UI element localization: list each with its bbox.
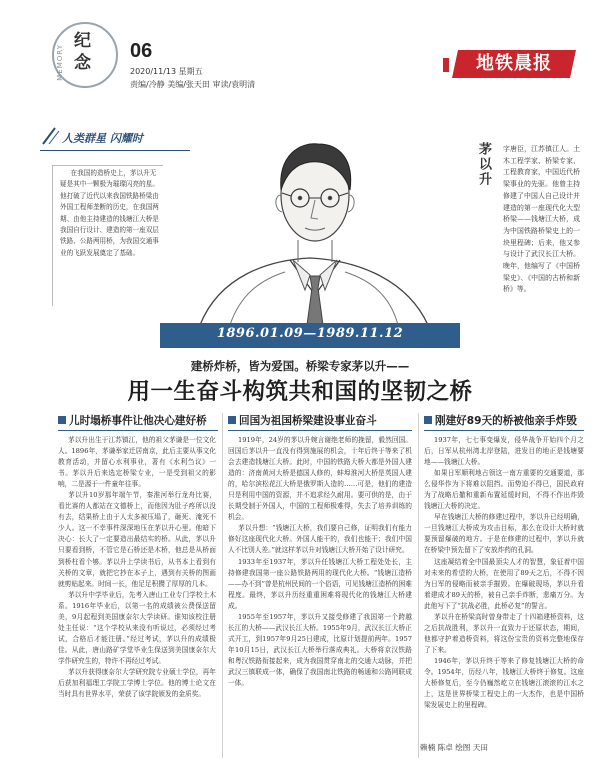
article-headline: 用一生奋斗构筑共和国的坚韧之桥 <box>127 379 473 405</box>
column-divider <box>418 413 419 758</box>
column-divider <box>222 413 223 758</box>
column-tag-text: 人类群星 闪耀时 <box>62 132 143 145</box>
paragraph: 早在钱塘江大桥的修建过程中，茅以升已经明确，一旦钱塘江大桥成为攻击目标，那么在设计大桥时就要预留爆破的地方。于是在修建的过程中，茅以升就在桥梁中预先留下了安放炸药的孔洞。 <box>424 513 584 555</box>
section-rule-1 <box>58 430 218 431</box>
brand-text: 地铁晨报 <box>476 53 552 74</box>
paragraph: 茅以升在桥梁高时曾身带走了十四箱建桥资料，这之后抗战胜利，茅以升一直致力于还原状态，期间，他都守护着造桥资料，将这份宝贵的资料完整地保存了下来。 <box>424 612 584 654</box>
life-dates: 1896.01.09—1989.11.12 <box>216 326 404 341</box>
paragraph: 1937年，七七事变爆发，侵华战争开始四个月之后，日军从杭州湾北岸登陆，进发目的地正是钱塘要地——钱塘江大桥。 <box>424 436 584 467</box>
date-line: 2020/11/13 星期五 <box>130 67 203 76</box>
section-body-2 <box>228 435 412 689</box>
brand-logo <box>452 50 576 78</box>
section-heading-3-text: 刚建好89天的桥被他亲手炸毁 <box>435 415 577 427</box>
paragraph: 如果日军顺利地占领这一南方重要的交通要道，那么侵华作为下将难以阻挡。而势迫不得已，国民政府为了战略后撤和重新布置延缓时间，不得不作出炸毁钱塘江大桥的决定。 <box>424 469 584 511</box>
slash-icon <box>40 126 60 146</box>
section-heading-1 <box>58 413 207 428</box>
square-icon <box>58 416 66 424</box>
section-heading-1-text: 儿时塌桥事件让他决心建好桥 <box>69 415 207 427</box>
section-name-char-1: 纪 <box>74 31 91 51</box>
portrait-name: 茅以升 <box>476 142 491 187</box>
section-body-3 <box>424 435 584 711</box>
brand-mark <box>443 58 449 72</box>
section-name-char-2: 念 <box>74 53 91 73</box>
editors-line: 责编/冷静 美编/张天田 审读/袁明清 <box>130 80 256 89</box>
section-name-en: MEMORY <box>56 44 64 81</box>
paragraph: 1946年，茅以升终于等来了修复钱塘江大桥的命令。1954年，历经八年，钱塘江大桥终于修复。这座大桥修复后，至今仍巍然屹立在钱塘江滚滚的江水之上，这是世界桥梁工程史上的一大杰作，也是中国桥梁发展史上的里程碑。 <box>424 656 584 710</box>
paragraph: 这座凝结着全中国最顶尖人才的智慧，象征着中国对未来的希望的大桥，在使用了89天之后，不得不因为日军的侵略而被亲手摧毁。在爆破现场，茅以升看着建成才89天的桥，被自己亲手炸断，悲痛万分。为此他写下了“抗战必胜，此桥必复”的誓言。 <box>424 557 584 610</box>
paragraph: 茅以升中学毕业后，先考入唐山工业专门学校土木系。1916年毕业后，以第一名的成绩被公费保送留美，9月起程到美国康奈尔大学读研。谁知该校注册处主任说：“这个学校从来没有听说过，必须经过考试，合格后才能注册。”经过考试，茅以升的成绩极佳。从此，唐山路矿学堂毕业生保送到美国康奈尔大学作研究生的，特许不再经过考试。 <box>58 590 216 665</box>
paragraph: 茅以升出生于江苏镇江，他的祖父茅谦是一位文化人。1896年，茅谦举家迁居南京，此后主要从事文化教育活动，并留心水利事业，著有《水利刍议》一书。茅以升后来选定桥梁专业，一是受到祖父的影响，二是源于一件童年往事。 <box>58 436 216 489</box>
square-icon <box>424 416 432 424</box>
section-logo <box>52 22 114 90</box>
portrait-illustration <box>160 100 470 325</box>
section-rule-3 <box>424 430 584 431</box>
intro-text: 在我国的造桥史上，茅以升无疑是其中一颗极为璀璨闪亮的星。他打破了近代以来我国铁路桥梁由外国工程师垄断的历史，在我国两期、由他主持建造的钱塘江大桥是我国自行设计、建造的第一座双层铁路、公路两用桥，为我国交通事业的飞跃发展奠定了基础。 <box>60 169 159 257</box>
paragraph: 1955年至1957年，茅以升又接受修建了我国第一个跨越长江的大桥——武汉长江大桥。1955年9月，武汉长江大桥正式开工，到1957年9月25日建成，比原计划提前两年。1957年10月15日，武汉长江大桥举行落成典礼。大桥将京汉铁路和粤汉铁路衔接起来，成为我国贯穿南北的交通大动脉，并把武汉三镇联成一体，确保了我国南北铁路的畅通和公路网联成一体。 <box>228 612 412 688</box>
paragraph: 茅以升想：“钱塘江大桥，我们要自己修，证明我们有能力修好这座现代化大桥。外国人能干的，我们也能干；我们中国人不比别人差。”就这样茅以升对钱塘江大桥开始了设计研究。 <box>228 524 412 555</box>
paragraph: 1919年，24岁的茅以升婉言谢绝老师的挽留，毅然回国。回国后茅以升一直没有得到施展的机会，十年后终于等来了机会去建造钱塘江大桥。此时，中国的铁路大桥大都是外国人建造的：济南黄河大桥是德国人修的，蚌埠淮河大桥是英国人建的，哈尔滨松花江大桥是俄罗斯人造的……可是，他们的建造只是利用中国的资源，并不追求经久耐用。要可供的是，由于长期受制于外国人，中国的工程师极难得，失去了培养训练的机会。 <box>228 436 412 522</box>
bio-text: 字唐臣，江苏镇江人。土木工程学家、桥梁专家、工程教育家，中国近代桥梁事业的先驱。他曾主持修建了中国人自己设计并建造的第一座现代化大型桥梁——钱塘江大桥，成为中国铁路桥梁史上的一块里程碑；后来，他又参与设计了武汉长江大桥。晚年，他编写了《中国桥梁史》、《中国的古桥和新桥》等。 <box>503 145 580 294</box>
article-subtitle: 建桥炸桥，皆为爱国。桥梁专家茅以升—— <box>190 359 410 373</box>
section-body-1 <box>58 435 216 700</box>
paragraph: 1933年至1937年，茅以升任钱塘江大桥工程处处长，主持修建我国第一座公路铁路两用的现代化大桥。“钱塘江造桥——办不到”曾是杭州民间的一个俗语，可见钱塘江造桥的困难程度。最终，茅以升历经重重困难将现代化的钱塘江大桥建成。 <box>228 557 412 610</box>
section-heading-2 <box>228 413 377 428</box>
page-number: 06 <box>130 40 153 62</box>
column-tag <box>40 128 143 146</box>
section-heading-3 <box>424 413 577 428</box>
section-rule-2 <box>228 430 412 431</box>
section-heading-2-text: 回国为祖国桥梁建设事业奋斗 <box>239 415 377 427</box>
paragraph: 茅以升获得康奈尔大学研究院专业硕士学位，再年后获加利福理工学院工学博士学位。他的博士论文在当时具有世界水平，荣获了该学院颁发的金质奖。 <box>58 667 216 699</box>
square-icon <box>228 416 236 424</box>
paragraph: 茅以升10岁那年端午节，秦淮河举行龙舟比赛，看比赛的人都站在文德桥上，而他因为肚子疼所以没有去，结果桥上由于人太多被压塌了，砸死、淹死不少人。这一不幸事件深深地压在茅以升心里。他暗下决心：长大了一定要造出最结实的桥。从此，茅以升只要看到桥，不管它是石桥还是木桥，他总是从桥面到桥柱看个够。茅以升上学读书后，从书本上看到有关桥的文章，就把它抄在本子上，遇到有关桥的图画就剪贴起来。时间一长，他足足积攒了厚厚的几本。 <box>58 491 216 588</box>
byline: 赖楠 陈卓 绘图 天田 <box>420 743 488 752</box>
